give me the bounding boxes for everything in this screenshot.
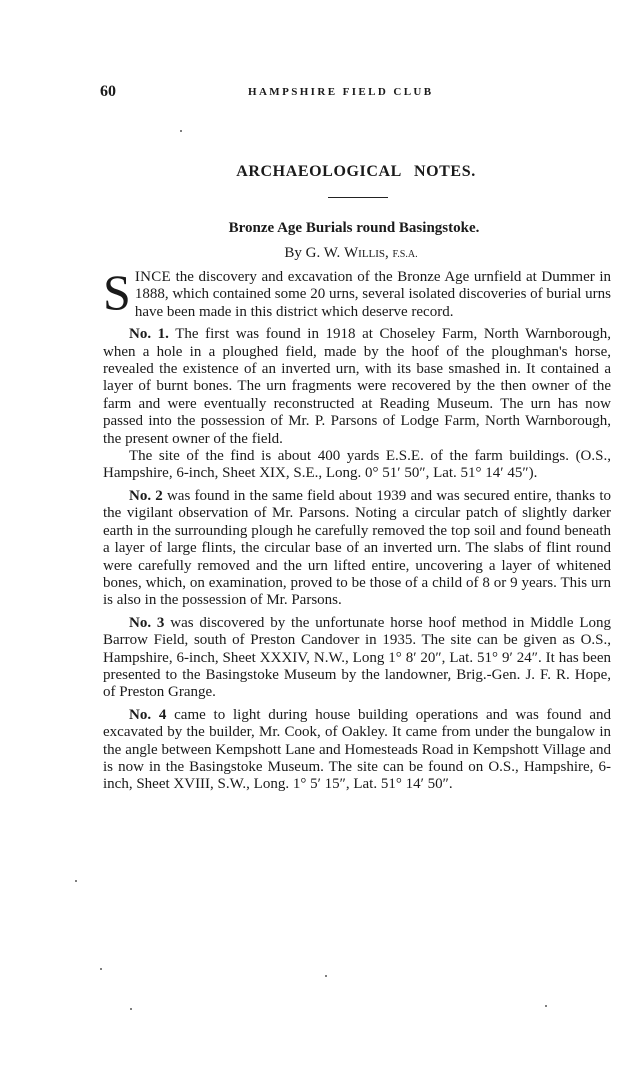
intro-small-caps: INCE xyxy=(134,269,172,285)
no-2-lead: No. 2 xyxy=(129,487,163,504)
section-title-word-2: NOTES. xyxy=(413,163,476,180)
paragraph-no-2 xyxy=(103,488,611,610)
journal-title: HAMPSHIRE FIELD CLUB xyxy=(248,86,434,98)
no-3-text: was discovered by the unfortunate horse hoof method in Middle Long Barrow Field, south of Preston Candover in 1935. The site can be given as O.S., Hampshire, 6-inch, Sheet XXXIV, N.W., Long 1° 8′ 20″, Lat. 51° 9′ 24″. It has been presented to the Basingstoke Museum by the landowner, Brig.-Gen. J. F. R. Hope, of Preston Grange. xyxy=(103,614,611,701)
byline-credential: F.S.A. xyxy=(392,249,418,260)
no-1-text: The first was found in 1918 at Choseley Farm, North Warnborough, when a hole in a ploughed field, made by the hoof of the ploughman's horse, revealed the existence of an inverted urn, with its base smashed in. It contained a layer of burnt bones. The urn fragments were recovered by the then owner of the farm and were eventually reconstructed at Reading Museum. The urn has now passed into the possession of Mr. P. Parsons of Lodge Farm, North Warnborough, the present owner of the field. xyxy=(103,326,611,447)
running-head xyxy=(100,83,620,103)
scan-speck xyxy=(545,1005,547,1007)
no-4-text: came to light during house building operations and was found and excavated by the builder, Mr. Cook, of Oakley. It came from under the bungalow in the angle between Kempshott Lane and Homesteads Road in Kempshott Village and is now in the Basingstoke Museum. The site can be found on O.S., Hampshire, 6-inch, Sheet XVIII, S.W., Long. 1° 5′ 15″, Lat. 51° 14′ 50″. xyxy=(103,706,611,793)
scan-speck xyxy=(100,968,102,970)
scan-speck xyxy=(180,130,182,132)
drop-cap: S xyxy=(103,264,131,320)
section-divider xyxy=(328,197,388,198)
byline xyxy=(0,245,642,262)
no-2-text: was found in the same field about 1939 and was secured entire, thanks to the vigilant observation of Mr. Parsons. Noting a circular patch of slightly darker earth in the surrounding plough he carefully removed the top soil and found beneath a layer of large flints, the circular base of an inverted urn. The slabs of flint round were carefully removed and the urn lifted entire, uncovering a layer of whitened bones, which, on examination, proved to be those of a child of 8 or 9 years. This urn is also in the possession of Mr. Parsons. xyxy=(103,487,611,609)
page-number: 60 xyxy=(100,83,116,100)
no-1-lead: No. 1. xyxy=(129,326,169,343)
intro-text: the discovery and excavation of the Bronze Age urnfield at Dummer in 1888, which contained some 20 urns, several isolated discoveries of burial urns have been made in this district which deserve record. xyxy=(134,269,611,320)
scan-speck xyxy=(130,1008,132,1010)
paragraph-intro xyxy=(103,264,611,321)
no-3-lead: No. 3 xyxy=(129,614,165,631)
byline-prefix: By G. W. xyxy=(284,245,344,261)
paragraph-no-4 xyxy=(103,707,611,794)
article-title: Bronze Age Burials round Basingstoke. xyxy=(228,220,480,236)
scan-speck xyxy=(75,880,77,882)
paragraph-no-1 xyxy=(103,326,611,448)
scan-speck xyxy=(325,975,327,977)
article-body xyxy=(103,264,611,799)
section-title xyxy=(0,163,642,181)
paragraph-no-1-site: The site of the find is about 400 yards E.S.E. of the farm buildings. (O.S., Hampshire, 6-inch, Sheet XIX, S.E., Long. 0° 51′ 50″, Lat. 51° 14′ 45″). xyxy=(103,448,611,482)
no-4-lead: No. 4 xyxy=(129,706,167,723)
paragraph-no-3 xyxy=(103,615,611,702)
byline-author-name: Willis, xyxy=(344,245,389,261)
section-title-word-1: ARCHAEOLOGICAL xyxy=(236,163,402,180)
